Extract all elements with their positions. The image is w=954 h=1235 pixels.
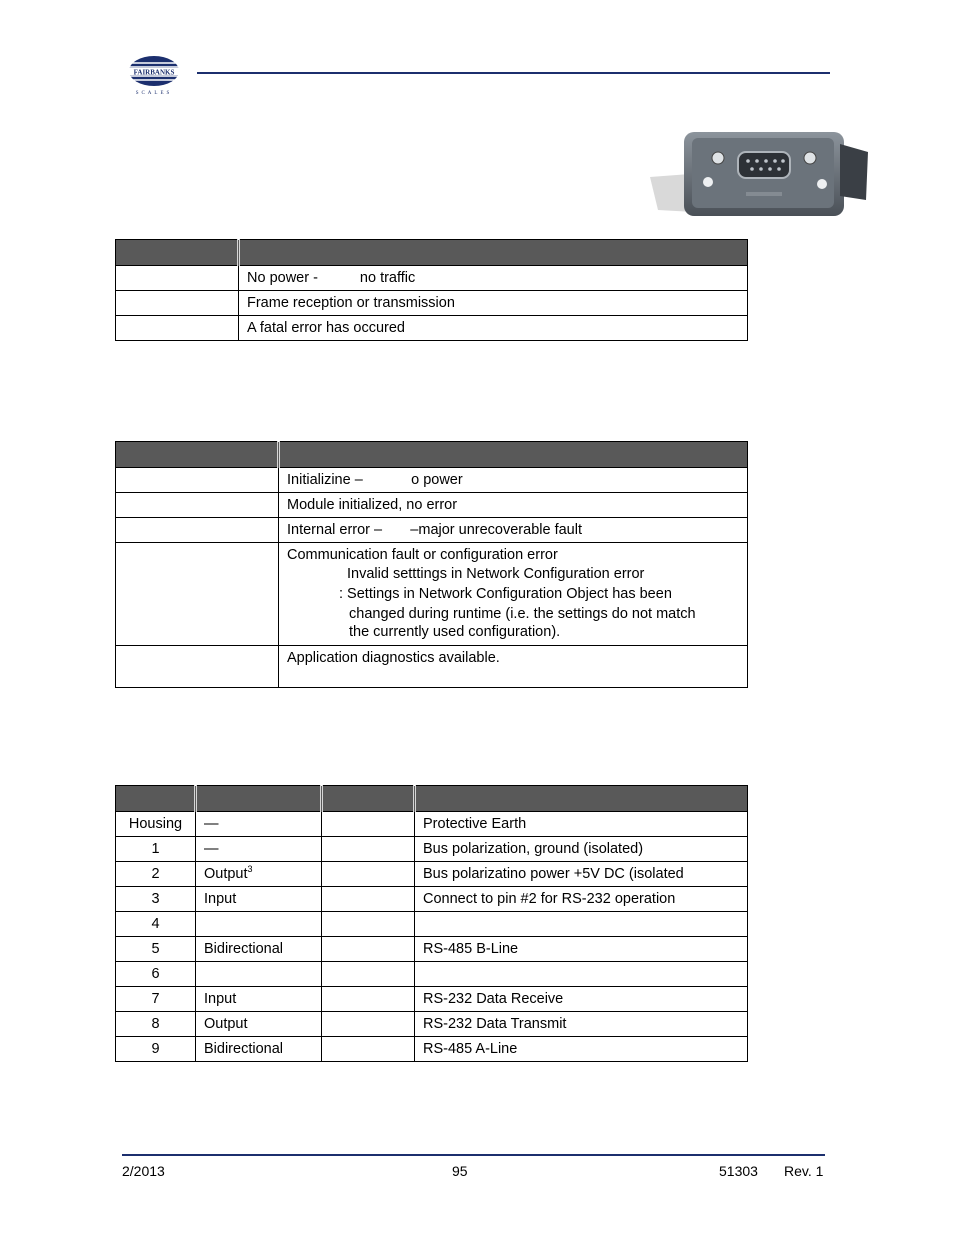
table-row xyxy=(116,1012,748,1037)
signal-cell xyxy=(322,1037,415,1062)
description-cell: A fatal error has occured xyxy=(239,316,748,341)
state-cell xyxy=(116,291,239,316)
footer-doc-number: 51303 xyxy=(719,1163,758,1179)
table-header-cell xyxy=(322,786,415,812)
table-row xyxy=(116,887,748,912)
direction-cell: Bidirectional xyxy=(196,937,322,962)
table-header-row xyxy=(116,240,748,266)
direction-cell: Input xyxy=(196,887,322,912)
logo-text: FAIRBANKS xyxy=(133,68,175,77)
description-cell: Frame reception or transmission xyxy=(239,291,748,316)
direction-cell xyxy=(196,912,322,937)
description-line: Invalid setttings in Network Configuration error xyxy=(347,566,645,582)
direction-cell: — xyxy=(196,812,322,837)
table-row xyxy=(116,543,748,646)
signal-cell xyxy=(322,987,415,1012)
direction-cell xyxy=(196,962,322,987)
state-cell xyxy=(116,266,239,291)
footer-revision: Rev. 1 xyxy=(784,1163,824,1179)
pin-cell: 8 xyxy=(116,1012,196,1037)
description-cell: Bus polarization, ground (isolated) xyxy=(415,837,748,862)
table-row xyxy=(116,812,748,837)
table-header-cell xyxy=(415,786,748,812)
description-line: the currently used configuration). xyxy=(349,624,561,640)
led-status-table-2 xyxy=(115,441,748,688)
state-cell xyxy=(116,543,279,646)
description-part: No power - xyxy=(247,270,318,286)
table-row xyxy=(116,291,748,316)
table-row xyxy=(116,962,748,987)
pin-cell: 7 xyxy=(116,987,196,1012)
footer-rule xyxy=(122,1154,825,1156)
pin-cell: 4 xyxy=(116,912,196,937)
pin-cell: 3 xyxy=(116,887,196,912)
direction-cell: Output xyxy=(196,1012,322,1037)
table-header-cell xyxy=(116,442,279,468)
description-cell xyxy=(239,266,748,291)
pin-cell: 5 xyxy=(116,937,196,962)
table-row xyxy=(116,912,748,937)
direction-cell: Bidirectional xyxy=(196,1037,322,1062)
logo-subtext: SCALES xyxy=(135,91,173,96)
description-cell: Internal error – –major unrecoverable fault xyxy=(279,518,748,543)
table-header-cell xyxy=(116,240,239,266)
table-header-cell xyxy=(196,786,322,812)
state-cell xyxy=(116,646,279,688)
state-cell xyxy=(116,316,239,341)
description-line: changed during runtime (i.e. the settings do not match xyxy=(349,606,696,622)
anybus-module-icon xyxy=(650,122,872,220)
description-cell: Protective Earth xyxy=(415,812,748,837)
table-row xyxy=(116,316,748,341)
table-header-cell xyxy=(116,786,196,812)
description-cell: Initializine – o power xyxy=(279,468,748,493)
table-row xyxy=(116,862,748,887)
description-cell xyxy=(415,912,748,937)
signal-cell xyxy=(322,937,415,962)
description-cell xyxy=(279,543,748,646)
direction-text: Output xyxy=(204,866,248,882)
table-row xyxy=(116,493,748,518)
direction-cell xyxy=(196,862,322,887)
signal-cell xyxy=(322,862,415,887)
footnote-marker: 3 xyxy=(247,864,253,875)
signal-cell xyxy=(322,837,415,862)
table-header-row xyxy=(116,786,748,812)
description-cell xyxy=(415,962,748,987)
footer-page-number: 95 xyxy=(452,1163,468,1179)
description-cell: RS-485 A-Line xyxy=(415,1037,748,1062)
pin-assignment-table xyxy=(115,785,748,1062)
description-cell: Module initialized, no error xyxy=(279,493,748,518)
description-cell: RS-485 B-Line xyxy=(415,937,748,962)
description-cell: RS-232 Data Transmit xyxy=(415,1012,748,1037)
table-header-cell xyxy=(239,240,748,266)
table-row xyxy=(116,987,748,1012)
state-cell xyxy=(116,468,279,493)
pin-cell: 6 xyxy=(116,962,196,987)
table-row xyxy=(116,518,748,543)
header-rule xyxy=(197,72,830,74)
pin-cell: 1 xyxy=(116,837,196,862)
signal-cell xyxy=(322,962,415,987)
table-row xyxy=(116,266,748,291)
state-cell xyxy=(116,493,279,518)
table-row xyxy=(116,837,748,862)
description-cell: Connect to pin #2 for RS-232 operation xyxy=(415,887,748,912)
table-row xyxy=(116,468,748,493)
pin-cell: Housing xyxy=(116,812,196,837)
fairbanks-logo-icon xyxy=(124,54,184,98)
pin-cell: 2 xyxy=(116,862,196,887)
description-cell: Bus polarizatino power +5V DC (isolated xyxy=(415,862,748,887)
description-line: : Settings in Network Configuration Object has been xyxy=(339,586,672,602)
table-row xyxy=(116,937,748,962)
signal-cell xyxy=(322,812,415,837)
description-cell: Application diagnostics available. xyxy=(279,646,748,688)
pin-cell: 9 xyxy=(116,1037,196,1062)
table-row xyxy=(116,646,748,688)
signal-cell xyxy=(322,887,415,912)
direction-cell: — xyxy=(196,837,322,862)
direction-cell: Input xyxy=(196,987,322,1012)
table-header-cell xyxy=(279,442,748,468)
signal-cell xyxy=(322,1012,415,1037)
led-status-table-1 xyxy=(115,239,748,341)
description-cell: RS-232 Data Receive xyxy=(415,987,748,1012)
signal-cell xyxy=(322,912,415,937)
description-part: no traffic xyxy=(359,270,416,286)
description-line: Communication fault or configuration error xyxy=(287,547,558,563)
state-cell xyxy=(116,518,279,543)
footer-date: 2/2013 xyxy=(122,1163,165,1179)
table-header-row xyxy=(116,442,748,468)
table-row xyxy=(116,1037,748,1062)
